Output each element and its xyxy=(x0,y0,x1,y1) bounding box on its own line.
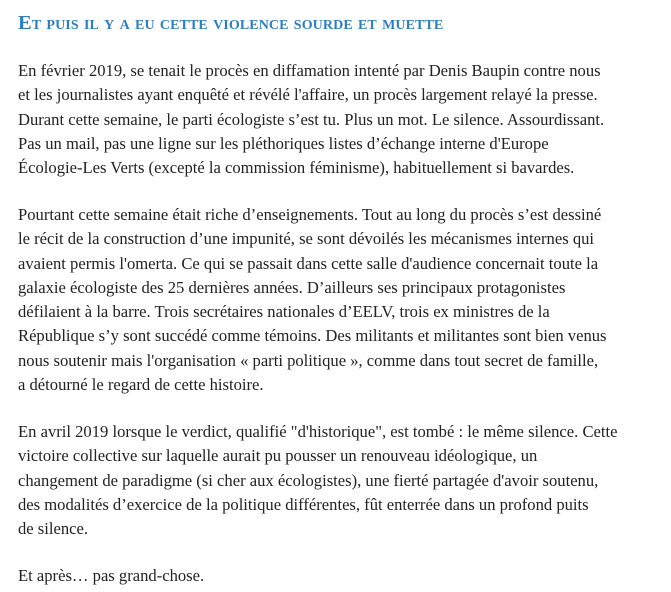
text-line: a détourné le regard de cette histoire. xyxy=(18,375,264,395)
text-line: défilaient à la barre. Trois secrétaires nationales d’EELV, trois ex ministres de la xyxy=(18,302,550,322)
text-line: galaxie écologiste des 25 dernières années. D’ailleurs ses principaux protagonistes xyxy=(18,277,566,297)
text-line: Écologie-Les Verts (excepté la commission féminisme), habituellement si bavardes. xyxy=(18,158,575,178)
text-line: de silence. xyxy=(18,519,89,539)
text-line: En avril 2019 lorsque le verdict, qualifié "d'historique", est tombé : le même silence. Cette xyxy=(18,422,618,441)
text-line: Pourtant cette semaine était riche d’enseignements. Tout au long du procès s’est dessiné xyxy=(18,205,602,224)
text-line: En février 2019, se tenait le procès en diffamation intenté par Denis Baupin contre nous xyxy=(18,61,601,80)
paragraph-3 xyxy=(18,420,617,541)
text-line: et les journalistes ayant enquêté et révélé l'affaire, un procès largement relayé la presse. xyxy=(18,85,598,105)
paragraph-4 xyxy=(18,564,204,588)
text-line: victoire collective sur laquelle aurait pu pousser un renouveau idéologique, un xyxy=(18,446,538,466)
paragraph-2 xyxy=(18,203,607,397)
text-line: avaient permis l'omerta. Ce qui se passait dans cette salle d'audience concernait toute la xyxy=(18,253,599,273)
text-line: Durant cette semaine, le parti écologiste s’est tu. Plus un mot. Le silence. Assourdissant. xyxy=(18,109,605,129)
text-line: Et après… pas grand-chose. xyxy=(18,566,205,585)
text-line: nous soutenir mais l'organisation « parti politique », comme dans tout secret de famille, xyxy=(18,350,599,370)
article xyxy=(18,0,666,585)
text-line: des modalités d’exercice de la politique différentes, fût enterrée dans un profond puits xyxy=(18,494,589,514)
text-line: Pas un mail, pas une ligne sur les pléthoriques listes d’échange interne d'Europe xyxy=(18,133,549,153)
text-line: République s’y sont succédé comme témoins. Des militants et militantes sont bien venus xyxy=(18,326,607,346)
paragraph-1 xyxy=(18,59,604,180)
text-line: changement de paradigme (si cher aux écologistes), une fierté partagée d'avoir soutenu, xyxy=(18,470,599,490)
section-heading: Et puis il y a eu cette violence sourde et muette xyxy=(18,12,444,34)
text-line: le récit de la construction d’une impunité, se sont dévoilés les mécanismes internes qui xyxy=(18,229,595,249)
